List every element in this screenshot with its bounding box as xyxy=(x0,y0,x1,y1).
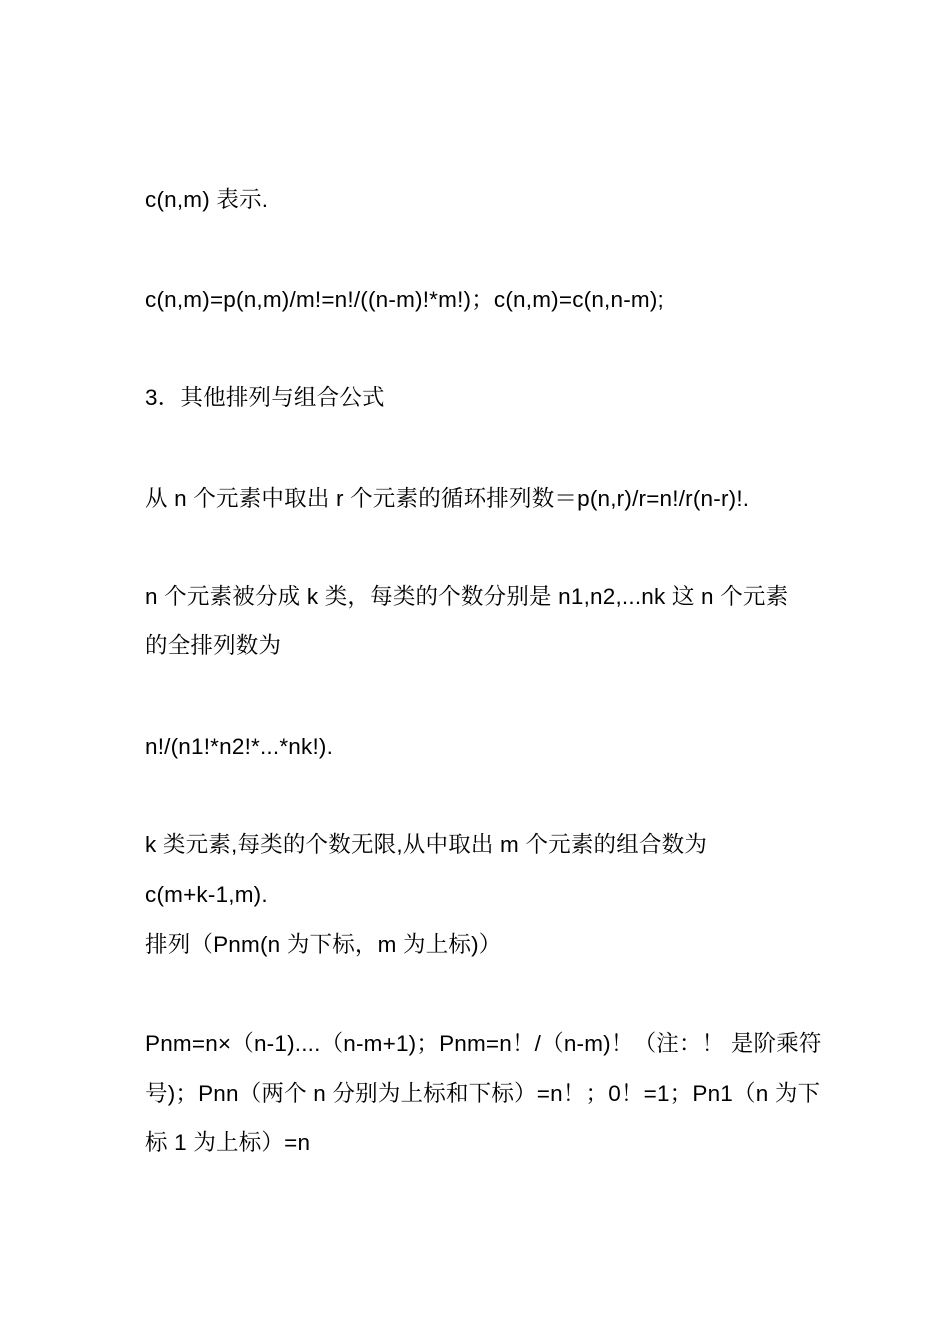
text-line-combination-notation: c(n,m) 表示. xyxy=(145,187,269,212)
section-heading: 3．其他排列与组合公式 xyxy=(145,385,385,410)
text-line-repetition-combination: k 类元素,每类的个数无限,从中取出 m 个元素的组合数为 xyxy=(145,832,708,857)
text-line-multiset-permutation-cont: 的全排列数为 xyxy=(145,633,282,658)
text-line-multiset-formula: n!/(n1!*n2!*...*nk!). xyxy=(145,734,334,759)
text-line-combination-formula: c(n,m)=p(n,m)/m!=n!/((n-m)!*m!)；c(n,m)=c(n,n-m); xyxy=(145,287,664,312)
text-line-multiset-permutation: n 个元素被分成 k 类，每类的个数分别是 n1,n2,...nk 这 n 个元素 xyxy=(145,584,789,609)
text-line-circular-permutation: 从 n 个元素中取出 r 个元素的循环排列数＝p(n,r)/r=n!/r(n-r)!. xyxy=(145,486,750,511)
text-line-permutation-formula-end: 标 1 为上标）=n xyxy=(145,1130,311,1155)
text-line-repetition-formula: c(m+k-1,m). xyxy=(145,882,268,907)
text-line-permutation-heading: 排列（Pnm(n 为下标，m 为上标)） xyxy=(145,932,502,957)
text-line-permutation-formula: Pnm=n×（n-1)....（n-m+1)；Pnm=n！/（n-m)！（注：！ 是阶乘符 xyxy=(145,1031,822,1056)
text-line-permutation-formula-cont: 号)；Pnn（两个 n 分别为上标和下标）=n！；0！=1；Pn1（n 为下 xyxy=(145,1081,821,1106)
